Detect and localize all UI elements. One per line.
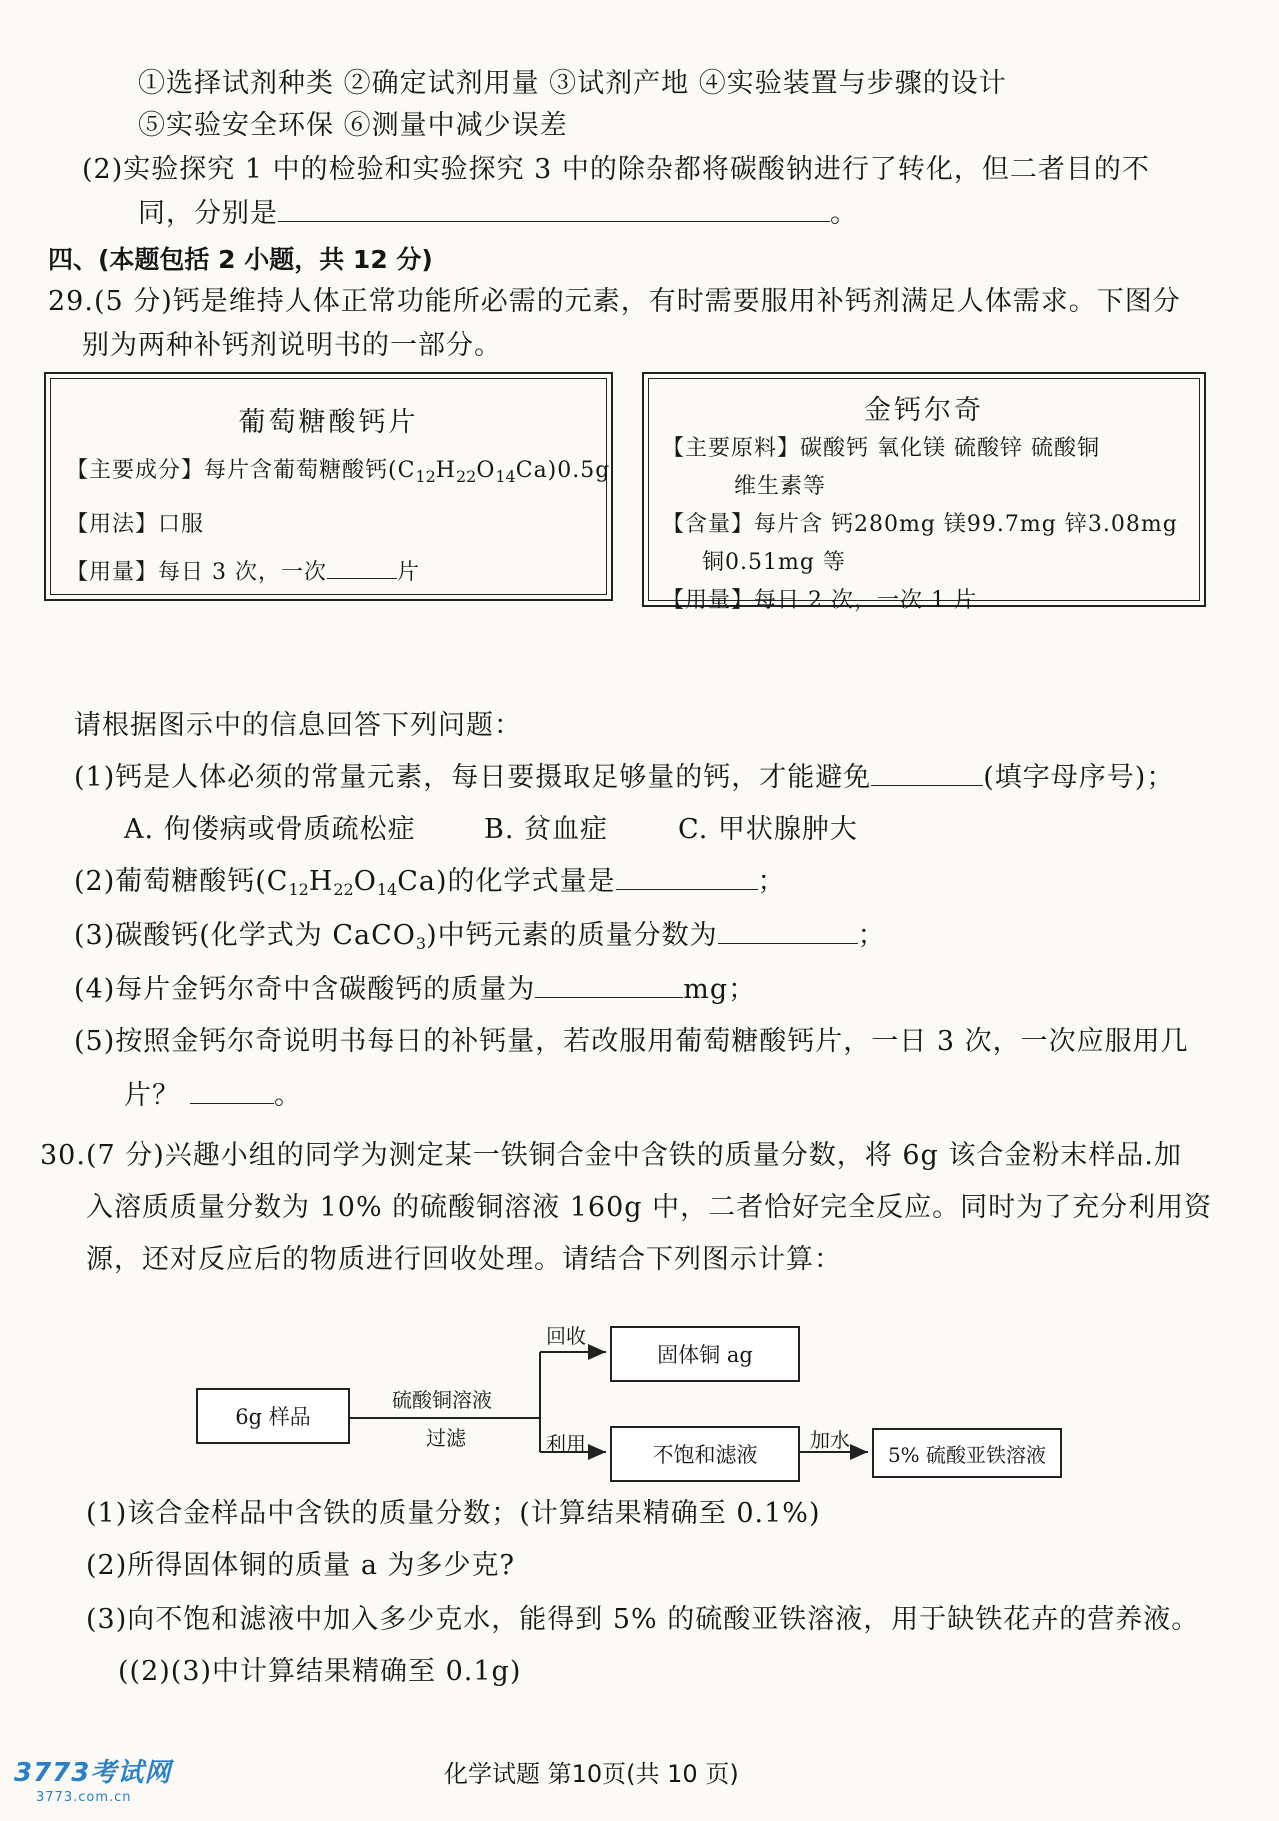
box-title: 金钙尔奇: [864, 395, 984, 426]
q30-3: (3)向不饱和滤液中加入多少克水，能得到 5% 的硫酸亚铁溶液，用于缺铁花卉的营养液。: [86, 1604, 1200, 1635]
section-heading: 四、(本题包括 2 小题，共 12 分): [48, 245, 433, 274]
page-footer: 化学试题 第10页(共 10 页): [444, 1760, 739, 1788]
q29-5-suffix: 。: [274, 1080, 302, 1111]
box-line-usage: 【用法】口服: [66, 512, 205, 537]
dosage-unit: 片: [396, 560, 420, 585]
q29-2-text: Ca)的化学式量是: [397, 866, 616, 897]
q30-line-3: 源，还对反应后的物质进行回收处理。请结合下列图示计算：: [86, 1244, 842, 1275]
q29-intro-line-2: 别为两种补钙剂说明书的一部分。: [82, 330, 502, 361]
filter-label: 过滤: [426, 1426, 466, 1450]
q29-1-hint: (填字母序号)；: [983, 762, 1175, 793]
options-line-2: ⑤实验安全环保 ⑥测量中减少误差: [138, 110, 568, 141]
q29-2-suffix: ；: [757, 866, 786, 897]
formula-element: H: [308, 866, 334, 897]
reagent-label: 硫酸铜溶液: [392, 1388, 492, 1412]
q29-prompt: 请根据图示中的信息回答下列问题：: [74, 710, 522, 741]
q29-5-line-1: (5)按照金钙尔奇说明书每日的补钙量，若改服用葡萄糖酸钙片，一日 3 次，一次应服用几: [74, 1026, 1189, 1057]
box-line-content: 【含量】每片含 钙280mg 镁99.7mg 锌3.08mg: [662, 512, 1178, 537]
solid-copper-box: 固体铜 ag: [610, 1326, 800, 1382]
q29-intro-line-1: 29.(5 分)钙是维持人体正常功能所必需的元素，有时需要服用补钙剂满足人体需求。下图分: [48, 286, 1181, 317]
subscript: 22: [333, 880, 354, 899]
subscript: 14: [495, 467, 516, 486]
formula-element: O: [476, 458, 496, 483]
q29-4-text: (4)每片金钙尔奇中含碳酸钙的质量为: [74, 974, 536, 1005]
filtrate-box: 不饱和滤液: [610, 1426, 800, 1482]
box-line-dosage: 【用量】每日 2 次，一次 1 片: [662, 588, 977, 613]
q29-1-option-c: C. 甲状腺肿大: [678, 814, 858, 845]
use-label: 利用: [546, 1432, 586, 1456]
subscript: 14: [376, 880, 398, 899]
subscript: 12: [415, 467, 436, 486]
formula-element: O: [353, 866, 377, 897]
subscript: 22: [455, 467, 477, 486]
q28-2-line-1: (2)实验探究 1 中的检验和实验探究 3 中的除杂都将碳酸钠进行了转化，但二者目的不: [82, 154, 1150, 185]
box-line-vitamins: 维生素等: [734, 474, 827, 499]
add-water-label: 加水: [810, 1428, 850, 1452]
q30-note: ((2)(3)中计算结果精确至 0.1g): [118, 1656, 522, 1687]
box-line-copper: 铜0.51mg 等: [702, 550, 846, 575]
q29-1-option-a: A. 佝偻病或骨质疏松症: [124, 814, 416, 845]
ingredient-text: 【主要成分】每片含葡萄糖酸钙(C: [66, 458, 416, 483]
box-title: 葡萄糖酸钙片: [238, 407, 419, 438]
q29-2-text: (2)葡萄糖酸钙(C: [74, 866, 289, 897]
q28-2-prefix: 同，分别是: [138, 198, 278, 229]
options-line-1: ①选择试剂种类 ②确定试剂用量 ③试剂产地 ④实验装置与步骤的设计: [138, 68, 1007, 99]
watermark-logo: 3773考试网: [14, 1758, 172, 1788]
subscript: 12: [288, 880, 309, 899]
q29-3-text: )中钙元素的质量分数为: [426, 920, 718, 951]
ingredient-text: Ca)0.5g: [515, 458, 611, 483]
q29-1-text: (1)钙是人体必须的常量元素，每日要摄取足够量的钙，才能避免: [74, 762, 872, 793]
q30-line-2: 入溶质质量分数为 10% 的硫酸铜溶液 160g 中，二者恰好完全反应。同时为了充分利用资: [86, 1192, 1213, 1223]
q29-1-option-b: B. 贫血症: [484, 814, 609, 845]
sample-box: 6g 样品: [196, 1388, 350, 1444]
dosage-text: 【用量】每日 3 次，一次: [66, 560, 327, 585]
q30-2: (2)所得固体铜的质量 a 为多少克?: [86, 1550, 515, 1581]
q30-line-1: 30.(7 分)兴趣小组的同学为测定某一铁铜合金中含铁的质量分数，将 6g 该合金粉末样品.加: [40, 1140, 1182, 1171]
q30-1: (1)该合金样品中含铁的质量分数；(计算结果精确至 0.1%): [86, 1498, 821, 1529]
recycle-label: 回收: [546, 1324, 586, 1348]
q29-4-unit: mg；: [683, 974, 757, 1005]
q29-5-text: 片？: [124, 1080, 180, 1111]
watermark-url: 3773.com.cn: [36, 1790, 132, 1805]
subscript: 3: [415, 934, 427, 953]
formula-element: H: [435, 458, 456, 483]
q28-2-suffix: 。: [830, 198, 858, 229]
q29-3-text: (3)碳酸钙(化学式为 CaCO: [74, 920, 416, 951]
ferrous-sulfate-box: 5% 硫酸亚铁溶液: [872, 1428, 1062, 1478]
q29-3-suffix: ；: [857, 920, 886, 951]
box-line-materials: 【主要原料】碳酸钙 氧化镁 硫酸锌 硫酸铜: [662, 436, 1100, 461]
